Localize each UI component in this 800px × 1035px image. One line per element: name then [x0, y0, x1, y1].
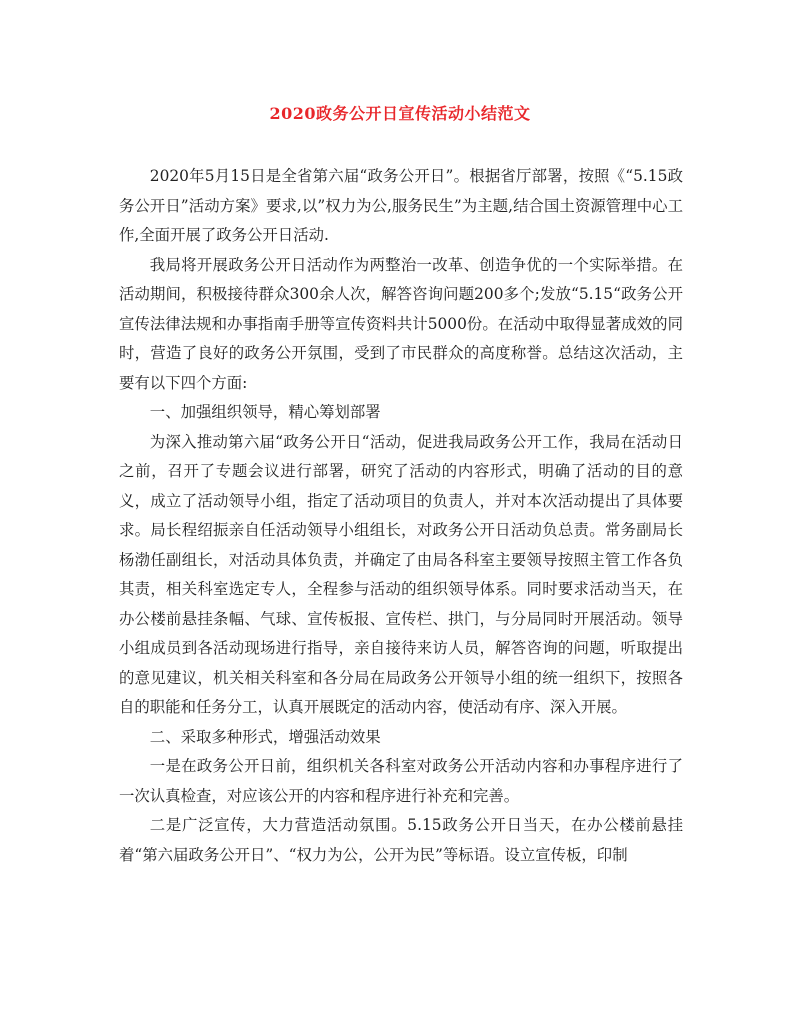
paragraph-section-2-item-1: 一是在政务公开日前，组织机关各科室对政务公开活动内容和办事程序进行了一次认真检查，对应该公开的内容和程序进行补充和完善。 — [119, 757, 683, 805]
section-heading-1: 一、加强组织领导，精心筹划部署 — [149, 403, 381, 421]
paragraph-intro: 2020年5月15日是全省第六届“政务公开日”。根据省厅部署，按照《“5.15政务公开日”活动方案》要求,以”权力为公,服务民生”为主题,结合国土资源管理中心工作,全面开展了政务公开日活动. — [119, 167, 683, 244]
document-title: 2020政务公开日宣传活动小结范文 — [269, 104, 531, 123]
paragraph-overview: 我局将开展政务公开日活动作为两整治一改革、创造争优的一个实际举措。在活动期间，积极接待群众300余人次，解答咨询问题200多个;发放“5.15“政务公开宣传法律法规和办事指南手册等宣传资料共计5000份。在活动中取得显著成效的同时，营造了良好的政务公开氛围，受到了市民群众的高度称誉。总结这次活动，主要有以下四个方面: — [119, 255, 683, 392]
paragraph-section-2-item-2: 二是广泛宣传，大力营造活动氛围。5.15政务公开日当天，在办公楼前悬挂着“第六届政务公开日”、“权力为公，公开为民”等标语。设立宣传板，印制 — [119, 816, 683, 864]
section-heading-2: 二、采取多种形式，增强活动效果 — [149, 727, 381, 746]
document-body — [119, 162, 683, 870]
paragraph-section-1: 为深入推动第六届“政务公开日“活动，促进我局政务公开工作，我局在活动日之前，召开了专题会议进行部署，研究了活动的内容形式，明确了活动的目的意义，成立了活动领导小组，指定了活动项目的负责人，并对本次活动提出了具体要求。局长程绍振亲自任活动领导小组组长，对政务公开日活动负总责。常务副局长杨渤任副组长，对活动具体负责，并确定了由局各科室主要领导按照主管工作各负其责，相关科室选定专人，全程参与活动的组织领导体系。同时要求活动当天，在办公楼前悬挂条幅、气球、宣传板报、宣传栏、拱门，与分局同时开展活动。领导小组成员到各活动现场进行指导，亲自接待来访人员，解答咨询的问题，听取提出的意见建议，机关相关科室和各分局在局政务公开领导小组的统一组织下，按照各自的职能和任务分工，认真开展既定的活动内容，使活动有序、深入开展。 — [119, 432, 683, 716]
